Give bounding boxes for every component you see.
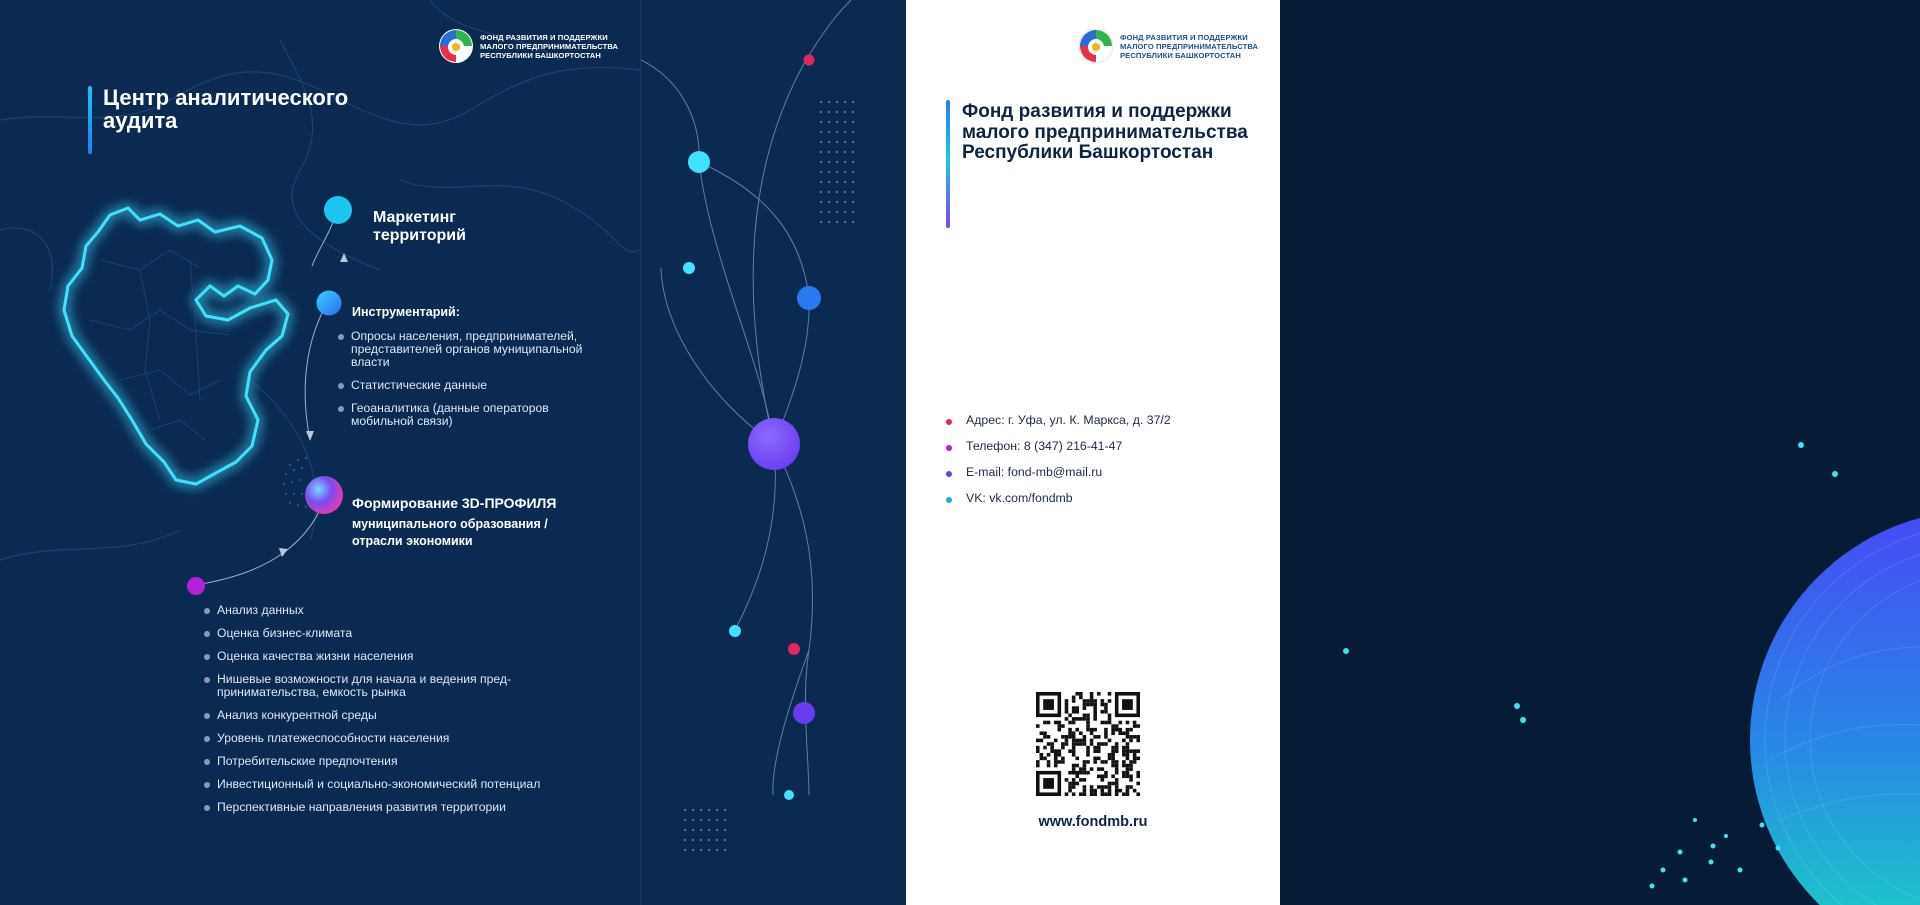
list-item: Инвестиционный и социально-экономический потенциал <box>204 778 574 791</box>
fund-logo <box>438 28 618 64</box>
profile-heading: Формирование 3D-ПРОФИЛЯ <box>352 495 557 511</box>
bullet-icon <box>946 445 952 451</box>
logo-line-3: РЕСПУБЛИКИ БАШКОРТОСТАН <box>1120 50 1241 60</box>
logo-line-2: МАЛОГО ПРЕДПРИНИМАТЕЛЬСТВА <box>480 41 619 51</box>
page-title: Центр аналитического аудита <box>103 85 349 133</box>
contact-text: Телефон: 8 (347) 216-41-47 <box>966 439 1123 453</box>
contacts-list <box>946 413 1171 517</box>
profile-subheading: муниципального образования /отрасли экономики <box>352 517 548 548</box>
contact-address <box>946 413 1171 439</box>
network-graphic <box>641 0 907 905</box>
network-panel <box>640 0 907 905</box>
list-item: Оценка качества жизни населения <box>204 650 574 663</box>
bullet-icon <box>946 471 952 477</box>
logo-line-1: ФОНД РАЗВИТИЯ И ПОДДЕРЖКИ <box>480 32 608 42</box>
step-3d-node <box>305 476 343 514</box>
logo-line-1: ФОНД РАЗВИТИЯ И ПОДДЕРЖКИ <box>1120 32 1248 42</box>
logo-line-2: МАЛОГО ПРЕДПРИНИМАТЕЛЬСТВА <box>1120 41 1259 51</box>
analysis-list <box>204 604 574 824</box>
qr-code-icon[interactable] <box>1036 692 1140 796</box>
contacts-panel <box>906 0 1280 905</box>
contact-phone <box>946 439 1171 465</box>
list-item: Перспективные направления развития территории <box>204 801 574 814</box>
fund-logo <box>1078 28 1258 64</box>
logo-line-3: РЕСПУБЛИКИ БАШКОРТОСТАН <box>480 50 601 60</box>
list-item: Анализ конкурентной среды <box>204 709 574 722</box>
list-item: Нишевые возможности для начала и ведения пред-принимательства, емкость рынка <box>204 673 574 699</box>
tools-list <box>338 330 588 438</box>
tools-heading: Инструментарий: <box>352 305 460 319</box>
contact-text: VK: vk.com/fondmb <box>966 491 1073 505</box>
step-analysis-node <box>187 577 205 595</box>
step-tools-node <box>317 291 342 316</box>
list-item: Потребительские предпочтения <box>204 755 574 768</box>
list-item: Геоаналитика (данные операторов мобильной связи) <box>338 402 588 428</box>
fund-emblem-icon <box>438 28 474 64</box>
cover-panel <box>1280 0 1920 905</box>
fund-emblem-icon <box>1078 28 1114 64</box>
list-item: Статистические данные <box>338 379 588 392</box>
contact-email <box>946 465 1171 491</box>
marketing-heading: Маркетинг территорий <box>373 209 466 244</box>
contact-vk <box>946 491 1171 517</box>
step-marketing-node <box>324 196 352 224</box>
website-link[interactable]: www.fondmb.ru <box>1038 814 1148 830</box>
list-item: Анализ данных <box>204 604 574 617</box>
list-item: Оценка бизнес-климата <box>204 627 574 640</box>
list-item: Уровень платежеспособности населения <box>204 732 574 745</box>
title-accent-bar <box>88 86 92 154</box>
fund-title: Фонд развития и поддержки малого предпринимательства Республики Башкортостан <box>962 101 1248 163</box>
contact-text: Адрес: г. Уфа, ул. К. Маркса, д. 37/2 <box>966 413 1171 427</box>
list-item: Опросы населения, предпринимателей, представителей органов муниципальной власти <box>338 330 588 369</box>
contact-text: E-mail: fond-mb@mail.ru <box>966 465 1103 479</box>
bullet-icon <box>946 419 952 425</box>
bullet-icon <box>946 497 952 503</box>
region-outline <box>64 208 288 484</box>
cover-graphic <box>1280 0 1920 905</box>
title-accent-bar <box>946 100 950 228</box>
analytics-panel <box>0 0 640 905</box>
